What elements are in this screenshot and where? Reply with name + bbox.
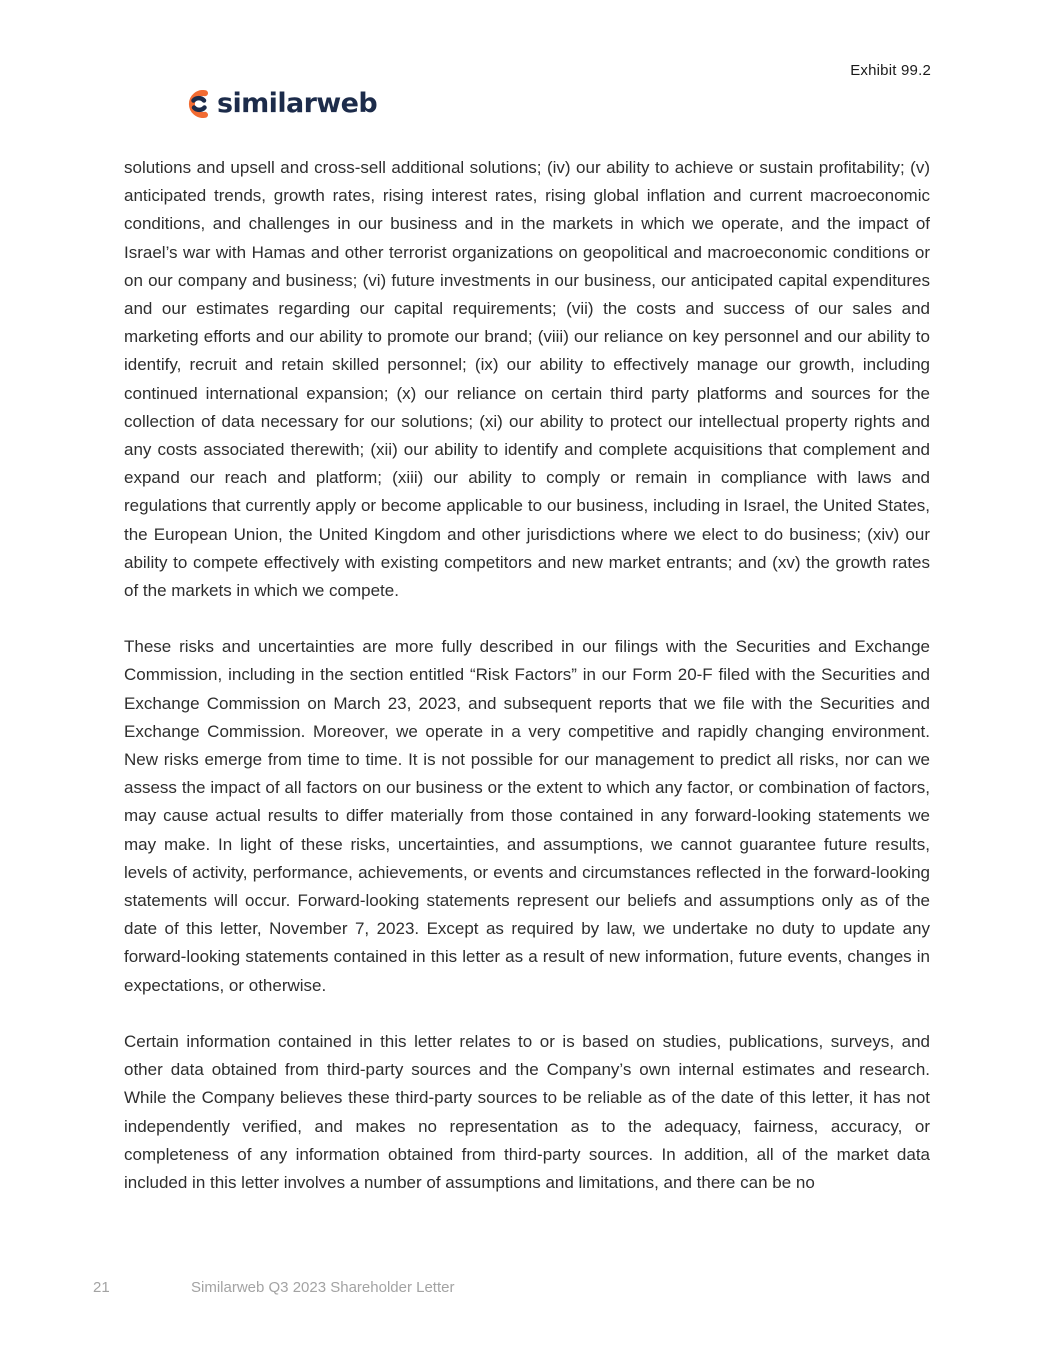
paragraph-risk-disclosure: These risks and uncertainties are more fully described in our filings with the Securities and Exchange Commission, including in the section entitled “Risk Factors” in our Form 20-F filed with the Securities and Exchange Commission on March 23, 2023, and subsequent reports that we file with the Securities and Exchange Commission. Moreover, we operate in a very competitive and rapidly changing environment. New risks emerge from time to time. It is not possible for our management to predict all risks, nor can we assess the impact of all factors on our business or the extent to which any factor, or combination of factors, may cause actual results to differ materially from those contained in any forward-looking statements we may make. In light of these risks, uncertainties, and assumptions, we cannot guarantee future results, levels of activity, performance, achievements, or events and circumstances reflected in the forward-looking statements will occur. Forward-looking statements represent our beliefs and assumptions only as of the date of this letter, November 7, 2023. Except as required by law, we undertake no duty to update any forward-looking statements contained in this letter as a result of new information, future events, changes in expectations, or otherwise. — [124, 637, 930, 995]
page-number: 21 — [93, 1279, 110, 1296]
paragraph-third-party-data: Certain information contained in this letter relates to or is based on studies, publications, surveys, and other data obtained from third-party sources and the Company’s own internal estimates and research. While the Company believes these third-party sources to be reliable as of the date of this letter, it has not independently verified, and makes no representation as to the adequacy, fairness, accuracy, or completeness of any information obtained from third-party sources. In addition, all of the market data included in this letter involves a number of assumptions and limitations, and there can be no — [124, 1031, 930, 1192]
company-logo — [187, 88, 377, 120]
letter-body — [124, 154, 930, 1225]
similarweb-logo-icon — [187, 90, 211, 118]
footer-title: Similarweb Q3 2023 Shareholder Letter — [191, 1279, 455, 1296]
paragraph-risk-list: solutions and upsell and cross-sell additional solutions; (iv) our ability to achieve or sustain profitability; (v) anticipated trends, growth rates, rising interest rates, rising global inflation and current macroeconomic conditions, and challenges in our business and in the markets in which we operate, and the impact of Israel’s war with Hamas and other terrorist organizations on geopolitical and macroeconomic conditions or on our company and business; (vi) future investments in our business, our anticipated capital expenditures and our estimates regarding our capital requirements; (vii) the costs and success of our sales and marketing efforts and our ability to promote our brand; (viii) our reliance on key personnel and our ability to identify, recruit and retain skilled personnel; (ix) our ability to effectively manage our growth, including continued international expansion; (x) our reliance on certain third party platforms and sources for the collection of data necessary for our solutions; (xi) our ability to protect our intellectual property rights and any costs associated therewith; (xii) our ability to identify and complete acquisitions that complement and expand our reach and platform; (xiii) our ability to comply or remain in compliance with laws and regulations that currently apply or become applicable to our business, including in Israel, the United States, the European Union, the United Kingdom and other jurisdictions where we elect to do business; (xiv) our ability to compete effectively with existing competitors and new market entrants; and (xv) the growth rates of the markets in which we compete. — [124, 158, 930, 601]
logo-wordmark: similarweb — [217, 88, 378, 119]
exhibit-label: Exhibit 99.2 — [850, 62, 931, 79]
